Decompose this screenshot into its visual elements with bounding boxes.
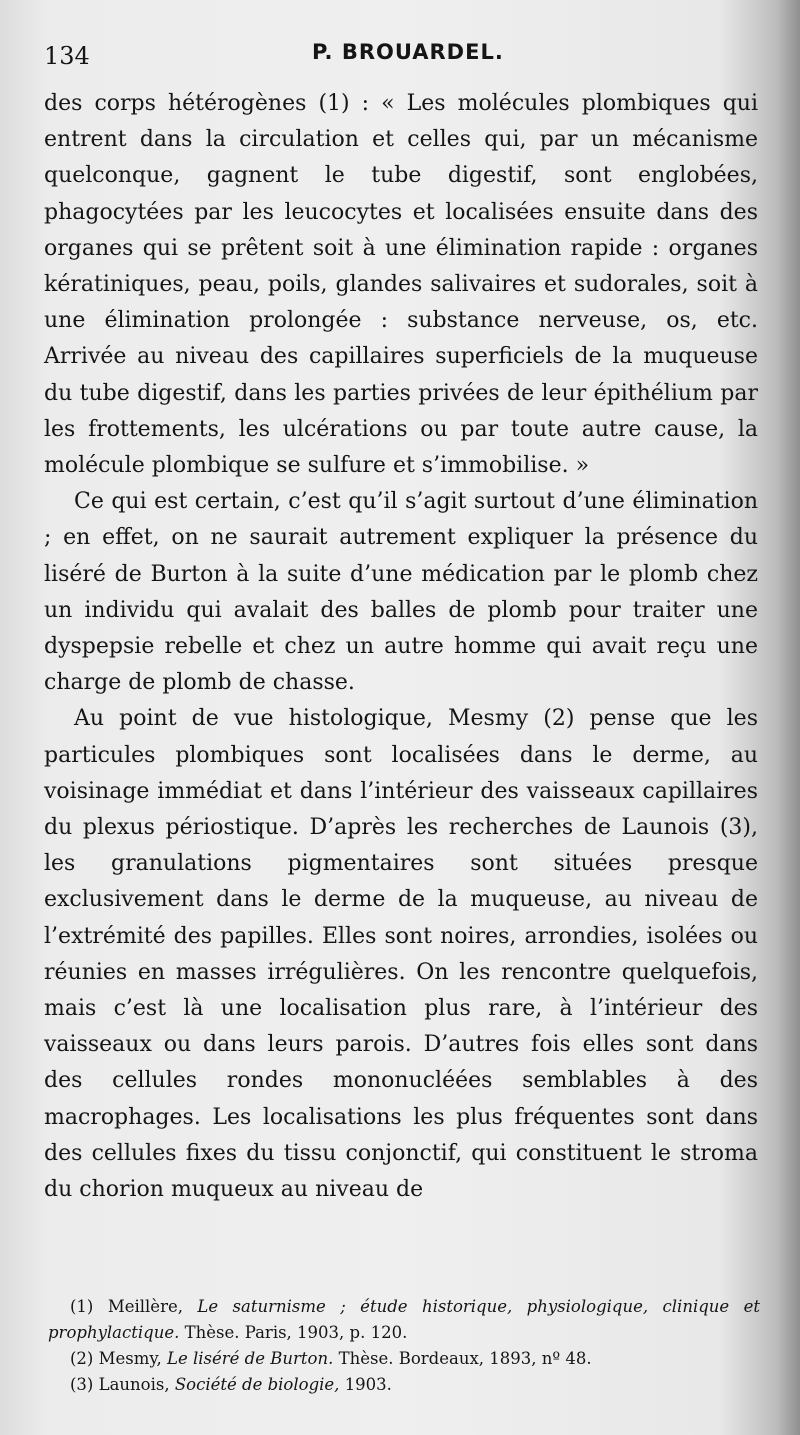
- paragraph-histology: Au point de vue histologique, Mesmy (2) pense que les particules plombiques sont localisées dans le derme, au voisinage immédiat et dans l’intérieur des vaisseaux capillaires du plexus périostique. D’après les recherches de Launois (3), les granulations pigmentaires sont situées presque exclusivement dans le derme de la muqueuse, au niveau de l’extrémité des papilles. Elles sont noires, arrondies, isolées ou réunies en masses irrégulières. On les rencontre quelquefois, mais c’est là une localisation plus rare, à l’intérieur des vaisseaux ou dans leurs parois. D’autres fois elles sont dans des cellules rondes mononucléées semblables à des macrophages. Les localisations les plus fréquentes sont dans des cellules fixes du tissu conjonctif, qui constituent le stroma du chorion muqueux au niveau de: [44, 706, 758, 1203]
- page-number: 134: [44, 42, 90, 70]
- footnote-2: [48, 1346, 760, 1372]
- footnote-2-title: Le liséré de Burton.: [167, 1349, 334, 1368]
- footnote-3-rest: 1903.: [344, 1375, 392, 1394]
- page-header: [44, 38, 756, 74]
- footnote-1-rest: Thèse. Paris, 1903, p. 120.: [184, 1323, 408, 1342]
- body-text: [44, 86, 758, 1208]
- footnote-2-marker: (2): [70, 1349, 94, 1368]
- footnotes: [48, 1294, 760, 1398]
- paragraph-continued-quote: des corps hétérogènes (1) : « Les molécules plombiques qui entrent dans la circulation et celles qui, par un mécanisme quelconque, gagnent le tube digestif, sont englobées, phagocytées par les leucocytes et localisées ensuite dans des organes qui se prêtent soit à une élimination rapide : organes kératiniques, peau, poils, glandes salivaires et sudorales, soit à une élimination prolongée : substance nerveuse, os, etc. Arrivée au niveau des capillaires superficiels de la muqueuse du tube digestif, dans les parties privées de leur épithélium par les frottements, les ulcérations ou par toute autre cause, la molécule plombique se sulfure et s’immobilise. »: [44, 91, 758, 479]
- footnote-1-author: Meillère,: [107, 1297, 183, 1316]
- footnote-3-author: Launois,: [98, 1375, 170, 1394]
- footnote-1-title: Le saturnisme ; étude historique, physiologique, clinique et prophylactique.: [48, 1297, 761, 1342]
- running-head: P. BROUARDEL.: [312, 40, 504, 64]
- footnote-1: [48, 1294, 760, 1346]
- footnote-3-title: Société de biologie,: [174, 1375, 340, 1394]
- paragraph-elimination: Ce qui est certain, c’est qu’il s’agit surtout d’une élimination ; en effet, on ne saurait autrement expliquer la présence du liséré de Burton à la suite d’une médication par le plomb chez un individu qui avalait des balles de plomb pour traiter une dyspepsie rebelle et chez un autre homme qui avait reçu une charge de plomb de chasse.: [44, 489, 758, 696]
- footnote-1-marker: (1): [70, 1297, 94, 1316]
- footnote-2-author: Mesmy,: [98, 1349, 162, 1368]
- footnote-2-rest: Thèse. Bordeaux, 1893, nº 48.: [338, 1349, 592, 1368]
- footnote-3-marker: (3): [70, 1375, 94, 1394]
- footnote-3: [48, 1372, 760, 1398]
